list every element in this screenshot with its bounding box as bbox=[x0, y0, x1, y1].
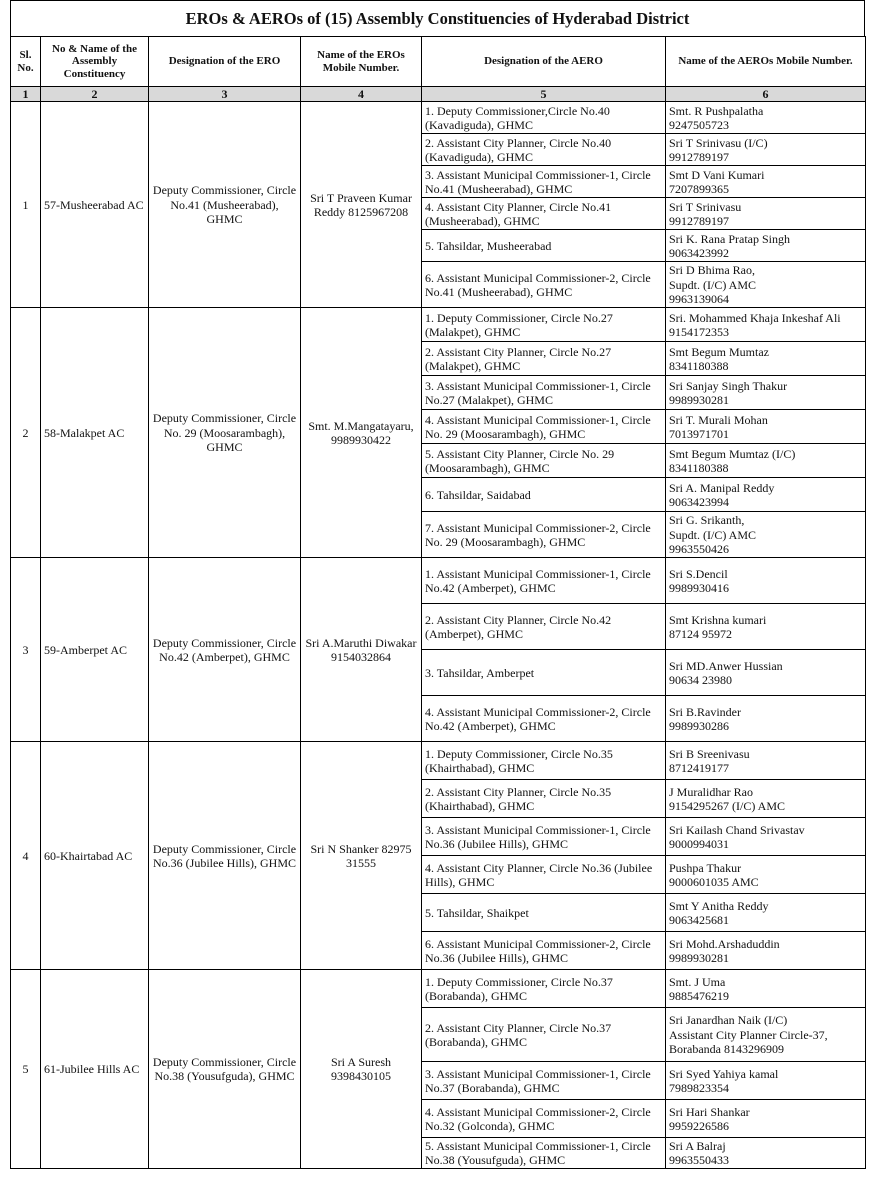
aero-designation-cell: 6. Assistant Municipal Commissioner-2, Circle No.36 (Jubilee Hills), GHMC bbox=[422, 932, 666, 970]
ero-name-cell: Sri T Praveen Kumar Reddy 8125967208 bbox=[301, 102, 422, 308]
aero-designation-cell: 5. Assistant Municipal Commissioner-1, Circle No.38 (Yousufguda), GHMC bbox=[422, 1138, 666, 1169]
aero-name-cell: Sri T. Murali Mohan 7013971701 bbox=[666, 410, 866, 444]
serial-number-cell: 4 bbox=[11, 742, 41, 970]
header-ero-designation: Designation of the ERO bbox=[149, 37, 301, 87]
aero-designation-cell: 4. Assistant City Planner, Circle No.36 (Jubilee Hills), GHMC bbox=[422, 856, 666, 894]
aero-name-cell: Sri Hari Shankar 9959226586 bbox=[666, 1100, 866, 1138]
column-number: 3 bbox=[149, 87, 301, 102]
header-sl: Sl. No. bbox=[11, 37, 41, 87]
aero-designation-cell: 3. Tahsildar, Amberpet bbox=[422, 650, 666, 696]
aero-name-cell: Sri MD.Anwer Hussian 90634 23980 bbox=[666, 650, 866, 696]
document-title: EROs & AEROs of (15) Assembly Constituencies of Hyderabad District bbox=[10, 0, 865, 37]
aero-name-cell: Smt. J Uma 9885476219 bbox=[666, 970, 866, 1008]
aero-name-cell: J Muralidhar Rao 9154295267 (I/C) AMC bbox=[666, 780, 866, 818]
aero-designation-cell: 2. Assistant City Planner, Circle No.37 (Borabanda), GHMC bbox=[422, 1008, 666, 1062]
constituency-cell: 59-Amberpet AC bbox=[41, 558, 149, 742]
aero-designation-cell: 5. Assistant City Planner, Circle No. 29 (Moosarambagh), GHMC bbox=[422, 444, 666, 478]
constituency-cell: 58-Malakpet AC bbox=[41, 308, 149, 558]
table-row bbox=[11, 102, 866, 134]
column-number: 2 bbox=[41, 87, 149, 102]
table-body bbox=[11, 102, 866, 1169]
aero-name-cell: Sri Janardhan Naik (I/C) Assistant City Planner Circle-37, Borabanda 8143296909 bbox=[666, 1008, 866, 1062]
aero-designation-cell: 3. Assistant Municipal Commissioner-1, Circle No.36 (Jubilee Hills), GHMC bbox=[422, 818, 666, 856]
column-number-row bbox=[11, 87, 866, 102]
aero-name-cell: Sri D Bhima Rao, Supdt. (I/C) AMC 9963139064 bbox=[666, 262, 866, 308]
aero-name-cell: Sri A Balraj 9963550433 bbox=[666, 1138, 866, 1169]
header-row bbox=[11, 37, 866, 87]
aero-name-cell: Smt Begum Mumtaz 8341180388 bbox=[666, 342, 866, 376]
constituency-cell: 57-Musheerabad AC bbox=[41, 102, 149, 308]
aero-designation-cell: 5. Tahsildar, Shaikpet bbox=[422, 894, 666, 932]
aero-designation-cell: 5. Tahsildar, Musheerabad bbox=[422, 230, 666, 262]
aero-name-cell: Sri Kailash Chand Srivastav 9000994031 bbox=[666, 818, 866, 856]
aero-name-cell: Sri B.Ravinder 9989930286 bbox=[666, 696, 866, 742]
aero-designation-cell: 1. Deputy Commissioner,Circle No.40 (Kavadiguda), GHMC bbox=[422, 102, 666, 134]
aero-designation-cell: 7. Assistant Municipal Commissioner-2, Circle No. 29 (Moosarambagh), GHMC bbox=[422, 512, 666, 558]
ero-designation-cell: Deputy Commissioner, Circle No.36 (Jubilee Hills), GHMC bbox=[149, 742, 301, 970]
aero-name-cell: Smt Begum Mumtaz (I/C) 8341180388 bbox=[666, 444, 866, 478]
aero-name-cell: Sri Syed Yahiya kamal 7989823354 bbox=[666, 1062, 866, 1100]
aero-name-cell: Smt Krishna kumari 87124 95972 bbox=[666, 604, 866, 650]
column-number: 5 bbox=[422, 87, 666, 102]
aero-name-cell: Sri Mohd.Arshaduddin 9989930281 bbox=[666, 932, 866, 970]
aero-name-cell: Smt. R Pushpalatha 9247505723 bbox=[666, 102, 866, 134]
ero-designation-cell: Deputy Commissioner, Circle No.38 (Yousufguda), GHMC bbox=[149, 970, 301, 1169]
table-row bbox=[11, 742, 866, 780]
aero-designation-cell: 3. Assistant Municipal Commissioner-1, Circle No.27 (Malakpet), GHMC bbox=[422, 376, 666, 410]
header-aero-name: Name of the AEROs Mobile Number. bbox=[666, 37, 866, 87]
ero-designation-cell: Deputy Commissioner, Circle No. 29 (Moosarambagh), GHMC bbox=[149, 308, 301, 558]
aero-designation-cell: 2. Assistant City Planner, Circle No.35 (Khairthabad), GHMC bbox=[422, 780, 666, 818]
column-number: 1 bbox=[11, 87, 41, 102]
serial-number-cell: 2 bbox=[11, 308, 41, 558]
constituency-cell: 60-Khairtabad AC bbox=[41, 742, 149, 970]
table-row bbox=[11, 970, 866, 1008]
ero-designation-cell: Deputy Commissioner, Circle No.41 (Musheerabad), GHMC bbox=[149, 102, 301, 308]
serial-number-cell: 1 bbox=[11, 102, 41, 308]
aero-designation-cell: 1. Deputy Commissioner, Circle No.37 (Borabanda), GHMC bbox=[422, 970, 666, 1008]
constituency-cell: 61-Jubilee Hills AC bbox=[41, 970, 149, 1169]
aero-designation-cell: 4. Assistant Municipal Commissioner-2, Circle No.32 (Golconda), GHMC bbox=[422, 1100, 666, 1138]
table-row bbox=[11, 308, 866, 342]
aero-name-cell: Sri S.Dencil 9989930416 bbox=[666, 558, 866, 604]
aero-name-cell: Sri Sanjay Singh Thakur 9989930281 bbox=[666, 376, 866, 410]
aero-designation-cell: 3. Assistant Municipal Commissioner-1, Circle No.41 (Musheerabad), GHMC bbox=[422, 166, 666, 198]
aero-designation-cell: 1. Deputy Commissioner, Circle No.27 (Malakpet), GHMC bbox=[422, 308, 666, 342]
table-row bbox=[11, 558, 866, 604]
column-number: 4 bbox=[301, 87, 422, 102]
aero-designation-cell: 4. Assistant Municipal Commissioner-2, Circle No.42 (Amberpet), GHMC bbox=[422, 696, 666, 742]
aero-name-cell: Sri K. Rana Pratap Singh 9063423992 bbox=[666, 230, 866, 262]
aero-designation-cell: 6. Tahsildar, Saidabad bbox=[422, 478, 666, 512]
aero-name-cell: Sri B Sreenivasu 8712419177 bbox=[666, 742, 866, 780]
serial-number-cell: 5 bbox=[11, 970, 41, 1169]
aero-name-cell: Sri. Mohammed Khaja Inkeshaf Ali 9154172353 bbox=[666, 308, 866, 342]
ero-aero-table bbox=[10, 36, 866, 1169]
aero-designation-cell: 2. Assistant City Planner, Circle No.42 (Amberpet), GHMC bbox=[422, 604, 666, 650]
aero-designation-cell: 4. Assistant Municipal Commissioner-1, Circle No. 29 (Moosarambagh), GHMC bbox=[422, 410, 666, 444]
aero-name-cell: Sri T Srinivasu 9912789197 bbox=[666, 198, 866, 230]
aero-name-cell: Sri A. Manipal Reddy 9063423994 bbox=[666, 478, 866, 512]
aero-designation-cell: 4. Assistant City Planner, Circle No.41 (Musheerabad), GHMC bbox=[422, 198, 666, 230]
ero-name-cell: Sri A Suresh 9398430105 bbox=[301, 970, 422, 1169]
aero-designation-cell: 1. Assistant Municipal Commissioner-1, Circle No.42 (Amberpet), GHMC bbox=[422, 558, 666, 604]
aero-designation-cell: 2. Assistant City Planner, Circle No.40 (Kavadiguda), GHMC bbox=[422, 134, 666, 166]
header-aero-designation: Designation of the AERO bbox=[422, 37, 666, 87]
aero-designation-cell: 1. Deputy Commissioner, Circle No.35 (Khairthabad), GHMC bbox=[422, 742, 666, 780]
aero-name-cell: Smt Y Anitha Reddy 9063425681 bbox=[666, 894, 866, 932]
aero-name-cell: Pushpa Thakur 9000601035 AMC bbox=[666, 856, 866, 894]
header-constituency: No & Name of the Assembly Constituency bbox=[41, 37, 149, 87]
serial-number-cell: 3 bbox=[11, 558, 41, 742]
aero-designation-cell: 6. Assistant Municipal Commissioner-2, Circle No.41 (Musheerabad), GHMC bbox=[422, 262, 666, 308]
ero-name-cell: Sri A.Maruthi Diwakar 9154032864 bbox=[301, 558, 422, 742]
ero-designation-cell: Deputy Commissioner, Circle No.42 (Amberpet), GHMC bbox=[149, 558, 301, 742]
aero-designation-cell: 3. Assistant Municipal Commissioner-1, Circle No.37 (Borabanda), GHMC bbox=[422, 1062, 666, 1100]
ero-name-cell: Sri N Shanker 82975 31555 bbox=[301, 742, 422, 970]
aero-name-cell: Sri T Srinivasu (I/C) 9912789197 bbox=[666, 134, 866, 166]
header-ero-name: Name of the EROs Mobile Number. bbox=[301, 37, 422, 87]
column-number: 6 bbox=[666, 87, 866, 102]
aero-designation-cell: 2. Assistant City Planner, Circle No.27 (Malakpet), GHMC bbox=[422, 342, 666, 376]
aero-name-cell: Smt D Vani Kumari 7207899365 bbox=[666, 166, 866, 198]
ero-name-cell: Smt. M.Mangatayaru, 9989930422 bbox=[301, 308, 422, 558]
aero-name-cell: Sri G. Srikanth, Supdt. (I/C) AMC 9963550426 bbox=[666, 512, 866, 558]
